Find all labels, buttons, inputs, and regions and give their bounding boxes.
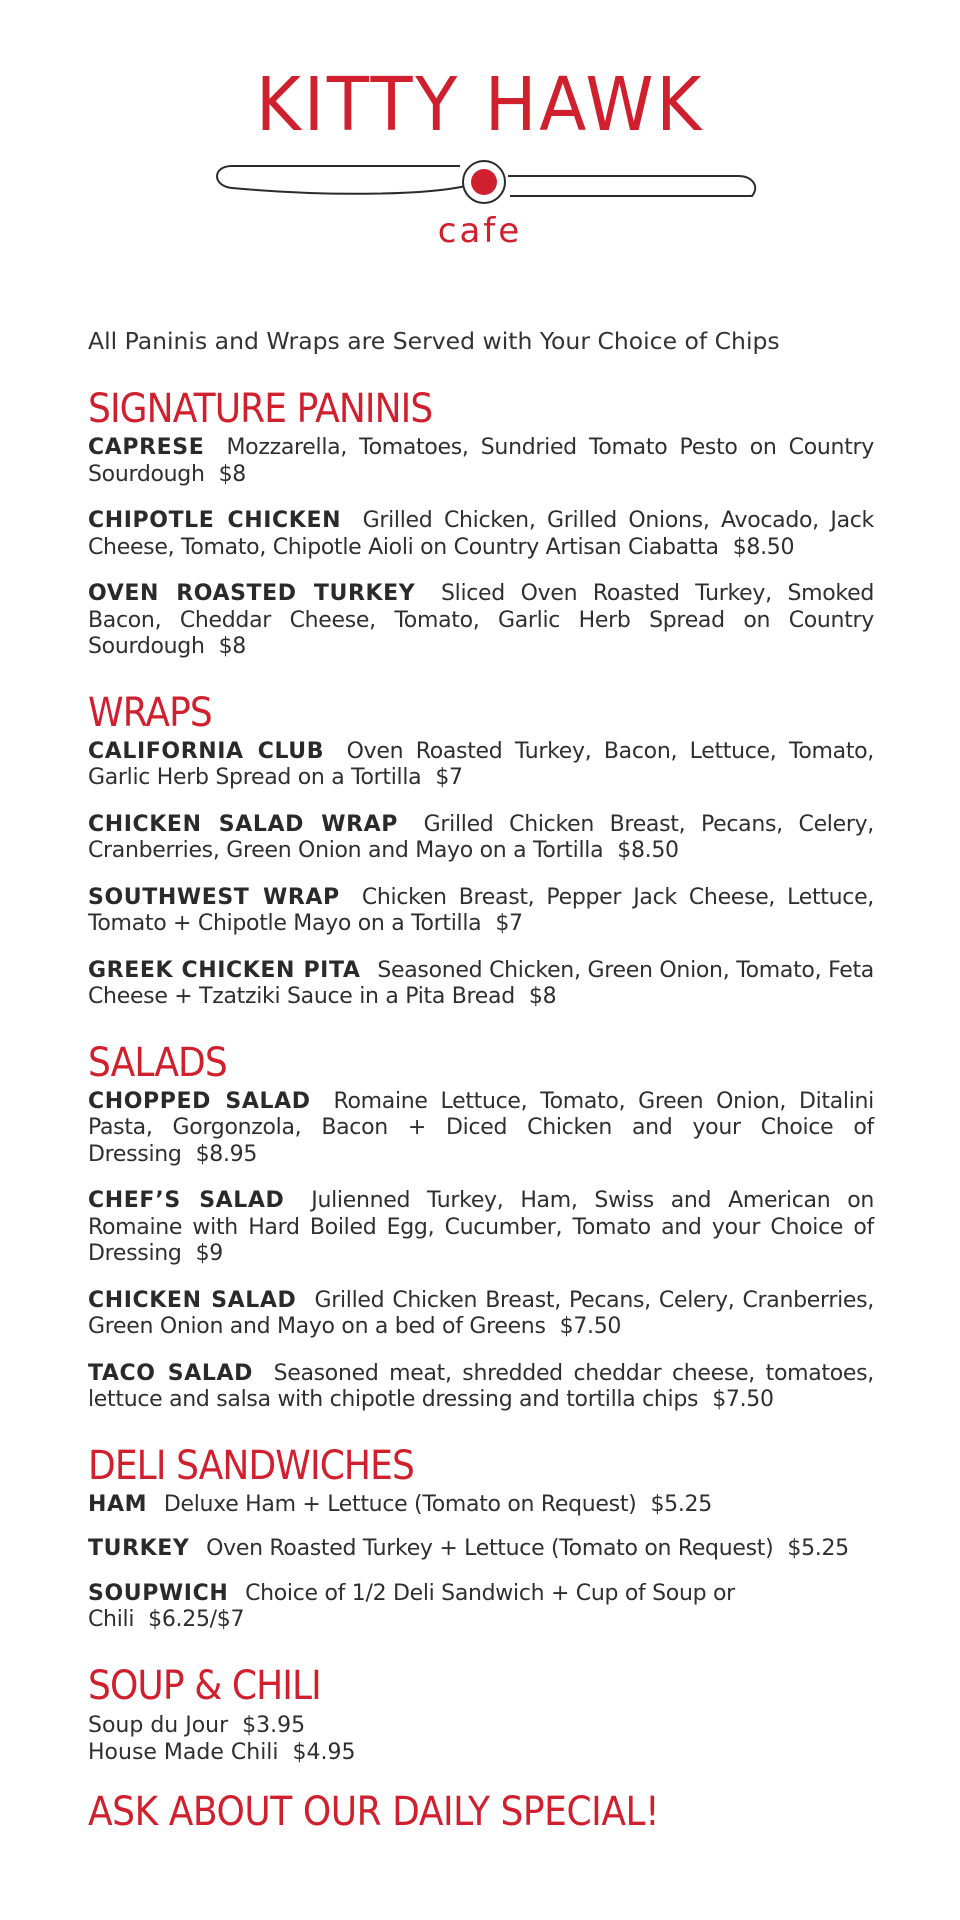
section-title: DELI SANDWICHES	[88, 1442, 414, 1489]
menu-item	[88, 581, 874, 661]
item-description: Deluxe Ham + Lettuce (Tomato on Request)	[163, 1491, 637, 1517]
item-name: Soup du Jour	[88, 1712, 229, 1738]
item-name: CHICKEN SALAD	[88, 1287, 297, 1313]
item-name: TURKEY	[88, 1536, 190, 1561]
item-name: CHICKEN SALAD WRAP	[88, 811, 398, 837]
item-name: CALIFORNIA CLUB	[88, 738, 325, 764]
intro-note: All Paninis and Wraps are Served with Your Choice of Chips	[88, 327, 780, 355]
item-price: $4.95	[292, 1739, 356, 1765]
menu-item	[88, 958, 874, 1011]
section-title: WRAPS	[88, 689, 212, 736]
item-description: Grilled Chicken Breast, Pecans, Celery, Cranberries, Green Onion and Mayo on a bed of Greens	[88, 1287, 874, 1339]
brand-subtitle: cafe	[437, 211, 523, 251]
item-name: CHOPPED SALAD	[88, 1088, 311, 1114]
section-title: SOUP & CHILI	[88, 1662, 321, 1709]
section-salads	[88, 1041, 874, 1414]
item-name: House Made Chili	[88, 1739, 279, 1765]
item-description: Choice of 1/2 Deli Sandwich + Cup of Soup or Chili	[88, 1580, 735, 1632]
item-description: Chicken Breast, Pepper Jack Cheese, Lettuce, Tomato + Chipotle Mayo on a Tortilla	[88, 884, 875, 936]
item-price: $5.25	[650, 1491, 712, 1517]
menu-item	[88, 1361, 874, 1414]
menu-item	[88, 1739, 874, 1766]
item-description: Julienned Turkey, Ham, Swiss and American on Romaine with Hard Boiled Egg, Cucumber, Tomato and your Choice of Dressing	[88, 1188, 875, 1266]
propeller-left-blade	[217, 166, 466, 194]
propeller-right-blade	[508, 176, 755, 196]
item-price: $6.25/$7	[148, 1607, 245, 1632]
propeller-hub	[471, 169, 497, 195]
item-name: TACO SALAD	[88, 1360, 253, 1386]
item-name: GREEK CHICKEN PITA	[88, 957, 361, 983]
item-price: $7	[495, 911, 523, 936]
item-name: CHEF’S SALAD	[88, 1188, 285, 1213]
item-description: Romaine Lettuce, Tomato, Green Onion, Ditalini Pasta, Gorgonzola, Bacon + Diced Chicken and your Choice of Dressing	[88, 1088, 874, 1167]
logo	[0, 0, 960, 280]
item-price: $7	[435, 765, 463, 790]
section-title: SIGNATURE PANINIS	[88, 386, 433, 432]
item-description: Oven Roasted Turkey + Lettuce (Tomato on Request)	[206, 1536, 774, 1561]
item-name: SOUPWICH	[88, 1580, 229, 1606]
item-description: Sliced Oven Roasted Turkey, Smoked Bacon, Cheddar Cheese, Tomato, Garlic Herb Spread on Country Sourdough	[88, 581, 874, 659]
menu-item	[88, 1712, 874, 1739]
menu-content	[88, 327, 874, 1796]
menu-item	[88, 1188, 874, 1268]
item-name: CAPRESE	[88, 435, 205, 460]
item-description: Seasoned meat, shredded cheddar cheese, tomatoes, lettuce and salsa with chipotle dressing and tortilla chips	[88, 1360, 874, 1412]
section-title: SALADS	[88, 1039, 227, 1086]
menu-item	[88, 435, 874, 488]
menu-item	[88, 1089, 874, 1169]
item-price: $7.50	[712, 1387, 774, 1412]
item-price: $8.95	[195, 1141, 258, 1167]
menu-item	[88, 1492, 874, 1519]
item-name: OVEN ROASTED TURKEY	[88, 581, 416, 606]
section-deli-sandwiches	[88, 1444, 874, 1634]
menu-item	[88, 1581, 874, 1634]
item-description: Mozzarella, Tomatoes, Sundried Tomato Pesto on Country Sourdough	[88, 435, 874, 487]
item-price: $7.50	[559, 1314, 622, 1339]
item-description: Grilled Chicken, Grilled Onions, Avocado, Jack Cheese, Tomato, Chipotle Aioli on Country Artisan Ciabatta	[88, 508, 874, 560]
menu-item	[88, 812, 874, 865]
item-price: $9	[195, 1241, 223, 1266]
daily-special-callout: ASK ABOUT OUR DAILY SPECIAL!	[88, 1789, 660, 1835]
section-soup-chili	[88, 1664, 874, 1766]
brand-title: KITTY HAWK	[255, 62, 705, 148]
section-signature-paninis	[88, 387, 874, 661]
section-wraps	[88, 691, 874, 1011]
item-price: $8.50	[617, 838, 679, 863]
menu-item	[88, 885, 874, 938]
item-price: $8.50	[732, 534, 795, 560]
item-name: HAM	[88, 1491, 148, 1517]
menu-item	[88, 1288, 874, 1341]
item-price: $8	[218, 461, 247, 487]
item-price: $8	[528, 984, 557, 1009]
item-description: Oven Roasted Turkey, Bacon, Lettuce, Tomato, Garlic Herb Spread on a Tortilla	[88, 738, 874, 790]
menu-item	[88, 739, 874, 792]
menu-item	[88, 508, 874, 561]
item-name: CHIPOTLE CHICKEN	[88, 508, 342, 533]
item-price: $5.25	[787, 1536, 849, 1561]
menu-item	[88, 1536, 874, 1563]
item-price: $8	[218, 634, 247, 659]
item-description: Seasoned Chicken, Green Onion, Tomato, Feta Cheese + Tzatziki Sauce in a Pita Bread	[88, 957, 874, 1009]
item-price: $3.95	[242, 1712, 306, 1738]
item-description: Grilled Chicken Breast, Pecans, Celery, Cranberries, Green Onion and Mayo on a Tortilla	[88, 811, 875, 863]
item-name: SOUTHWEST WRAP	[88, 884, 340, 910]
